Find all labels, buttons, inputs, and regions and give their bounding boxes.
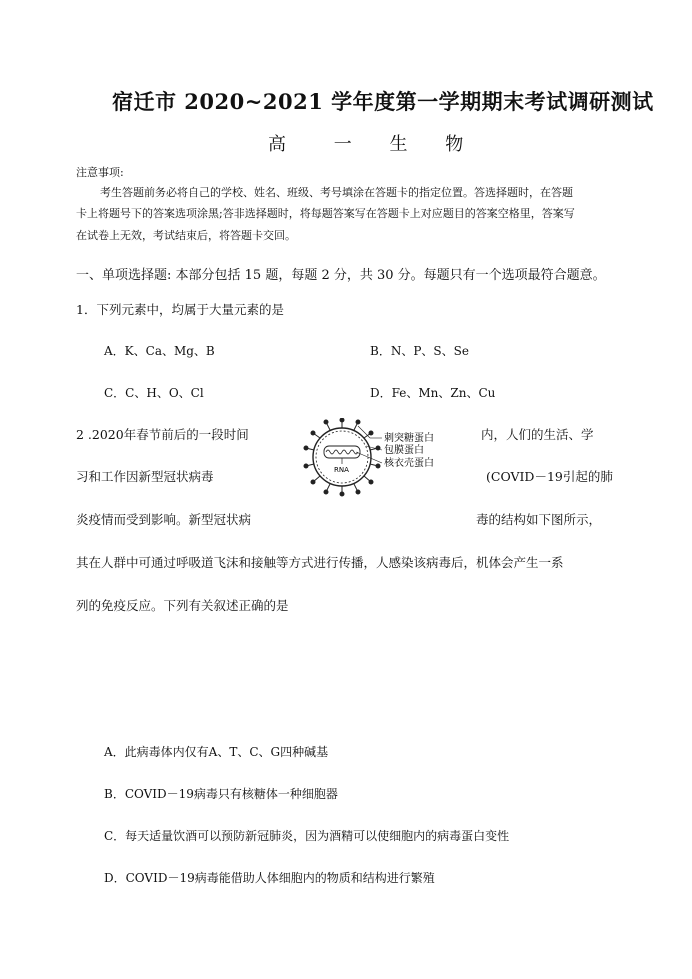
q2-line: 炎疫情而受到影响。新型冠状病 — [76, 512, 252, 527]
notice-line: 考生答题前务必将自己的学校、姓名、班级、考号填涂在答题卡的指定位置。答选择题时，在答题 — [100, 186, 573, 199]
envelope-label: 包膜蛋白 — [384, 445, 424, 456]
q2-line: 列的免疫反应。下列有关叙述正确的是 — [76, 598, 289, 613]
q1-option-c[interactable]: C．C、H、O、Cl — [104, 386, 204, 400]
notice-line: 在试卷上无效，考试结束后，将答题卡交回。 — [76, 229, 296, 242]
subject-title — [268, 130, 463, 156]
notice-line: 卡上将题号下的答案选项涂黑;答非选择题时，将每题答案写在答题卡上对应题目的答案空格里，答案写 — [76, 207, 575, 220]
q1-option-b[interactable]: B．N、P、S、Se — [370, 344, 469, 358]
virus-structure-diagram — [300, 418, 480, 508]
exam-title: 宿迁市 2020~2021 学年度第一学期期末考试调研测试 — [112, 89, 654, 114]
q1-option-a[interactable]: A．K、Ca、Mg、B — [104, 344, 215, 358]
spike-label: 刺突糖蛋白 — [384, 433, 434, 444]
subject-char: 一 — [333, 134, 352, 155]
q2-option-b[interactable]: B．COVID－19病毒只有核糖体一种细胞器 — [104, 787, 338, 801]
virus-particle — [304, 418, 380, 496]
q2-option-c[interactable]: C．每天适量饮酒可以预防新冠肺炎，因为酒精可以使细胞内的病毒蛋白变性 — [104, 829, 510, 843]
subject-char: 高 — [268, 134, 286, 155]
q2-option-d[interactable]: D．COVID－19病毒能借助人体细胞内的物质和结构进行繁殖 — [104, 871, 435, 885]
q2-line: 内，人们的生活、学 — [481, 427, 594, 442]
q1-option-d[interactable]: D．Fe、Mn、Zn、Cu — [370, 386, 496, 400]
q2-line: (COVID－19引起的肺 — [486, 469, 613, 484]
q2-line: 毒的结构如下图所示， — [476, 512, 602, 527]
subject-char: 物 — [445, 134, 464, 155]
subject-char: 生 — [389, 134, 408, 155]
section-heading: 一、单项选择题: 本部分包括 15 题，每题 2 分，共 30 分。每题只有一个选项最符合题意。 — [76, 268, 606, 283]
question-1-stem: 1．下列元素中，均属于大量元素的是 — [76, 302, 284, 317]
q2-line: 习和工作因新型冠状病毒 — [76, 469, 214, 484]
q2-line: 2 .2020年春节前后的一段时间 — [76, 427, 249, 442]
q2-line: 其在人群中可通过呼吸道飞沫和接触等方式进行传播，人感染该病毒后，机体会产生一系 — [76, 555, 564, 570]
envelope — [313, 428, 371, 486]
rna-label: RNA — [334, 466, 349, 474]
q2-option-a[interactable]: A．此病毒体内仅有A、T、C、G四种碱基 — [104, 745, 329, 759]
capsid-label: 核衣壳蛋白 — [384, 458, 434, 469]
notice-heading: 注意事项: — [76, 166, 124, 179]
